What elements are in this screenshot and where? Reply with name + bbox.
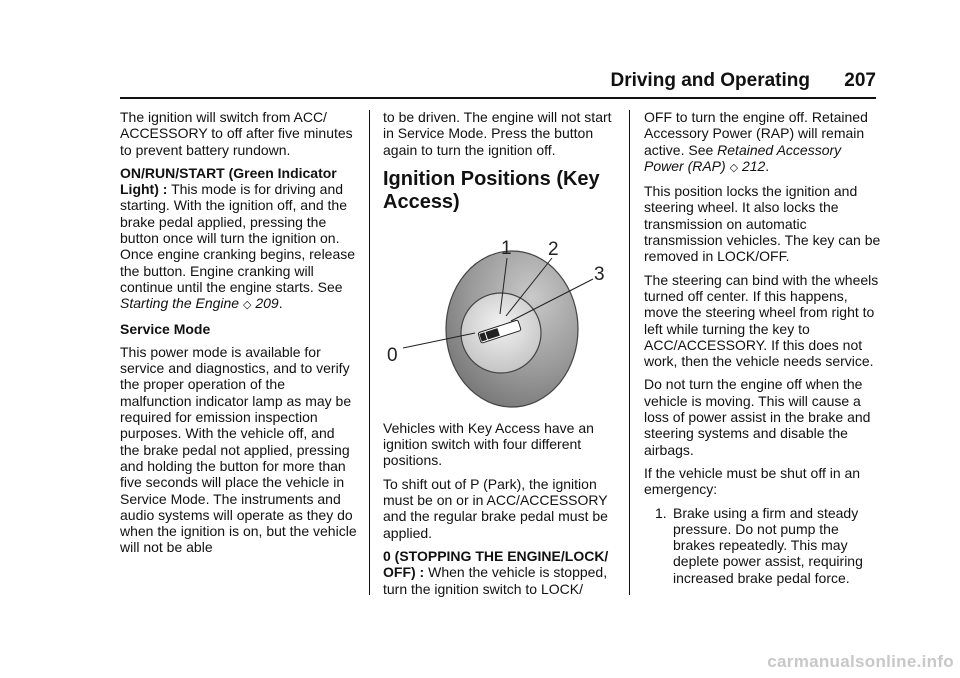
page-ref-arrow-icon: ◇ [242,299,252,312]
ignition-switch-illustration [383,220,620,416]
page-header [120,70,876,92]
position-label-1: 1 [501,237,512,259]
position-label-0: 0 [387,344,398,366]
column-1 [120,109,357,563]
rap-text: OFF to turn the engine off. Retained Accessory Power (RAP) will remain active. See [644,109,868,158]
position-label-2: 2 [548,238,559,260]
service-mode-heading-text: Service Mode [120,320,211,337]
list-item [644,505,881,586]
ignition-switch-figure [383,220,620,416]
page-ref-212[interactable]: 212 [741,157,766,174]
paragraph: If the vehicle must be shut off in an emergency: [644,464,861,498]
column-2 [383,109,620,604]
paragraph-lock-off [383,548,620,597]
section-heading: Ignition Positions (Key Access) [383,167,600,213]
service-mode-heading [120,321,357,337]
page-ref-209[interactable]: 209 [255,295,279,312]
link-starting-the-engine[interactable]: Starting the Engine [120,295,240,312]
term-lock-off: 0 (STOPPING THE ENGINE/LOCK/ OFF) : [383,547,609,581]
list-item-text: Brake using a firm and steady pressure. Do not pump the brakes repeatedly. This may deplete power assist, requiring increased brake pedal force. [673,504,863,586]
column-divider-2 [629,110,630,595]
term-on-run-start: ON/RUN/START (Green Indicator Light) : [120,164,337,198]
section-title: Driving and Operating [610,70,810,91]
paragraph-rap: OFF to turn the engine off. Retained Accessory Power (RAP) will remain active. See Retained Accessory Power (RAP) ◇ 212. [644,109,868,174]
paragraph: To shift out of P (Park), the ignition must be on or in ACC/ACCESSORY and the regular brake pedal must be applied. [383,475,608,541]
position-label-3: 3 [594,263,605,285]
paragraph: Vehicles with Key Access have an ignition switch with four different positions. [383,419,594,469]
list-item-number: 1. [655,504,667,521]
watermark: carmanualsonline.info [767,652,954,671]
lock-off-text: When the vehicle is stopped, turn the ignition switch to LOCK/ [383,564,608,597]
on-run-start-text: This mode is for driving and starting. With the ignition off, and the brake pedal applied, pressing the button once will turn the ignition on. Once engine cranking begins, release the button. Engine cranking will continue until the engine starts. See [120,181,356,295]
emergency-steps-list [644,505,881,586]
paragraph: Do not turn the engine off when the vehicle is moving. This will cause a loss of power assist in the brake and steering systems and disable the airbags. [644,376,871,458]
paragraph: This position locks the ignition and steering wheel. It also locks the transmission on automatic transmission vehicles. The key can be removed in LOCK/OFF. [644,183,881,265]
page-number: 207 [844,70,876,91]
link-retained-accessory-power[interactable]: Retained Accessory Power (RAP) [644,141,842,174]
page-ref-arrow-icon: ◇ [729,161,739,174]
header-rule [120,97,876,99]
column-3 [644,109,881,586]
paragraph-on-run-start: ON/RUN/START (Green Indicator Light) : This mode is for driving and starting. With the ignition off, and the brake pedal applied, pressing the button once will turn the ignition on. Once engine cranking begins, release the button. Engine cranking will continue until the engine starts. See Starting the Engine ◇ 209. [120,164,356,312]
paragraph: The ignition will switch from ACC/ ACCESSORY to off after five minutes to prevent battery rundown. [120,109,353,158]
paragraph: This power mode is available for service and diagnostics, and to verify the proper operation of the malfunction indicator lamp as may be required for emission inspection purposes. With the vehicle off, and the brake pedal not applied, pressing and holding the button for more than five seconds will place the vehicle in Service Mode. The instruments and audio systems will operate as they do when the ignition is on, but the vehicle will not be able [120,343,357,556]
column-divider-1 [369,110,370,595]
paragraph: to be driven. The engine will not start in Service Mode. Press the button again to turn the ignition off. [383,109,612,158]
paragraph: The steering can bind with the wheels turned off center. If this happens, move the steering wheel from right to left while turning the key to ACC/ACCESSORY. If this does not work, then the vehicle needs service. [644,271,879,370]
